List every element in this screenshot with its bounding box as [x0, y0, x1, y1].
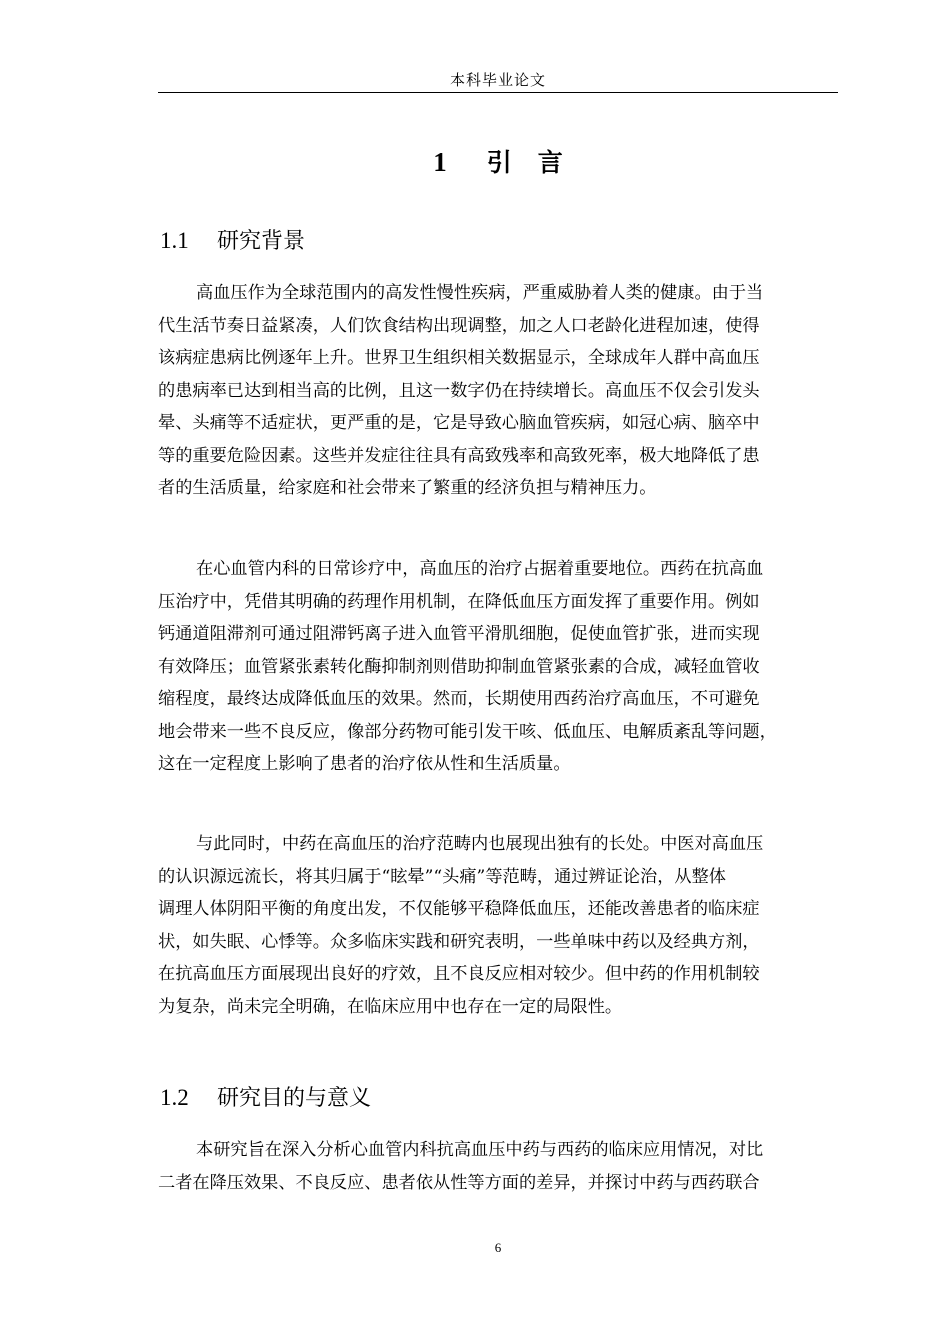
- text-line: 状，如失眠、心悸等。众多临床实践和研究表明，一些单味中药以及经典方剂，: [158, 931, 760, 952]
- text-line: 为复杂，尚未完全明确，在临床应用中也存在一定的局限性。: [158, 996, 623, 1017]
- page-number: 6: [494, 1240, 502, 1255]
- text-line: 等的重要危险因素。这些并发症往往具有高致残率和高致死率，极大地降低了患: [158, 445, 760, 466]
- chapter-title-char-2: 言: [537, 148, 563, 177]
- section-title: 研究目的与意义: [217, 1086, 372, 1111]
- chapter-number: 1: [433, 147, 447, 177]
- text-line: 调理人体阴阳平衡的角度出发，不仅能够平稳降低血压，还能改善患者的临床症: [158, 899, 760, 919]
- header-rule: [158, 92, 838, 93]
- paragraph-3: [158, 828, 838, 1023]
- section-heading-1-2: [160, 1081, 371, 1112]
- paragraph-1: [158, 277, 838, 505]
- text-line: 高血压作为全球范围内的高发性慢性疾病，严重威胁着人类的健康。由于当: [196, 283, 764, 303]
- section-number: 1.2: [160, 1085, 189, 1110]
- text-line: 该病症患病比例逐年上升。世界卫生组织相关数据显示，全球成年人群中高血压: [158, 348, 760, 368]
- text-line: 的患病率已达到相当高的比例，且这一数字仍在持续增长。高血压不仅会引发头: [158, 380, 760, 401]
- text-line: 的认识源远流长，将其归属于“眩晕”“头痛”等范畴，通过辨证论治，从整体: [158, 866, 726, 887]
- text-line: 与此同时，中药在高血压的治疗范畴内也展现出独有的长处。中医对高血压: [196, 834, 764, 854]
- section-title: 研究背景: [217, 229, 306, 254]
- running-header: 本科毕业论文: [449, 71, 546, 89]
- chapter-title: [158, 143, 838, 179]
- chapter-title-char-1: 引: [486, 148, 512, 177]
- text-line: 在心血管内科的日常诊疗中，高血压的治疗占据着重要地位。西药在抗高血: [196, 559, 764, 579]
- text-line: 这在一定程度上影响了患者的治疗依从性和生活质量。: [158, 754, 571, 774]
- section-number: 1.1: [160, 228, 189, 253]
- text-line: 者的生活质量，给家庭和社会带来了繁重的经济负担与精神压力。: [158, 478, 657, 498]
- text-line: 有效降压；血管紧张素转化酶抑制剂则借助抑制血管紧张素的合成，减轻血管收: [158, 656, 760, 677]
- paragraph-2: [158, 553, 838, 781]
- text-line: 缩程度，最终达成降低血压的效果。然而，长期使用西药治疗高血压，不可避免: [158, 689, 760, 709]
- text-line: 地会带来一些不良反应，像部分药物可能引发干咳、低血压、电解质紊乱等问题，: [158, 721, 777, 742]
- text-line: 压治疗中，凭借其明确的药理作用机制，在降低血压方面发挥了重要作用。例如: [158, 591, 760, 612]
- text-line: 二者在降压效果、不良反应、患者依从性等方面的差异，并探讨中药与西药联合: [158, 1172, 760, 1193]
- section-heading-1-1: [160, 224, 305, 255]
- paragraph-4: [158, 1134, 838, 1199]
- text-line: 本研究旨在深入分析心血管内科抗高血压中药与西药的临床应用情况，对比: [196, 1140, 764, 1160]
- text-line: 钙通道阻滞剂可通过阻滞钙离子进入血管平滑肌细胞，促使血管扩张，进而实现: [158, 624, 760, 644]
- text-line: 晕、头痛等不适症状，更严重的是，它是导致心脑血管疾病，如冠心病、脑卒中: [158, 413, 760, 433]
- text-line: 代生活节奏日益紧凑，人们饮食结构出现调整，加之人口老龄化进程加速，使得: [158, 315, 760, 336]
- text-line: 在抗高血压方面展现出良好的疗效，且不良反应相对较少。但中药的作用机制较: [158, 964, 760, 984]
